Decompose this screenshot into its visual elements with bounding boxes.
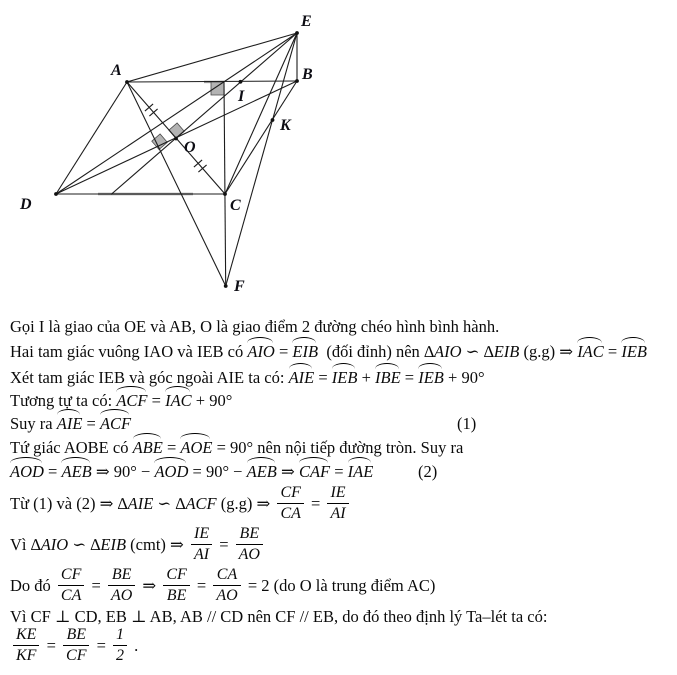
plain-text: Do đó: [10, 575, 55, 595]
text-line-11: [10, 606, 547, 628]
point-label-C: C: [230, 197, 241, 214]
fraction-denominator: AI: [193, 546, 210, 564]
angle-with-hat: ACF: [116, 391, 148, 410]
point-label-F: F: [234, 278, 245, 295]
angle-with-hat: IEB: [418, 368, 444, 387]
fraction: [108, 566, 135, 606]
fraction-denominator: AI: [330, 505, 346, 523]
plain-text: ⇒: [276, 462, 299, 481]
point-label-A: A: [111, 62, 122, 79]
plain-text: =: [215, 534, 233, 554]
plain-text: Từ (1) và (2) ⇒: [10, 493, 118, 513]
angle-with-hat: IAC: [165, 391, 192, 410]
point-label-I: I: [238, 88, 245, 105]
plain-text: =: [147, 391, 166, 410]
text-line-12: [10, 626, 138, 666]
fraction-numerator: BE: [63, 626, 89, 646]
plain-text: =: [400, 368, 419, 387]
angle-with-hat: AOD: [10, 462, 44, 481]
angle-with-hat: IAE: [347, 462, 374, 481]
plain-text: = 90° −: [188, 462, 247, 481]
plain-text: (cmt) ⇒: [126, 534, 188, 554]
text-line-7: [10, 461, 438, 483]
plain-text: =: [92, 635, 111, 655]
plain-text: =: [87, 575, 105, 595]
plain-text: Hai tam giác vuông IAO và IEB có: [10, 342, 248, 361]
fraction: [236, 525, 263, 565]
fraction: [63, 626, 89, 666]
plain-text: =: [274, 342, 293, 361]
fraction-numerator: KE: [13, 626, 39, 646]
fraction-numerator: CF: [277, 484, 303, 504]
plain-text: Suy ra: [10, 414, 57, 433]
point-label-D: D: [20, 196, 32, 213]
fraction: [13, 626, 39, 666]
plain-text: =: [192, 575, 211, 595]
math-expression: ∆AIE ∽ ∆ACF: [117, 493, 217, 513]
plain-text: =: [162, 438, 181, 457]
text-line-8: [10, 484, 352, 524]
angle-with-hat: ABE: [132, 438, 163, 457]
plain-text: (đối đỉnh) nên: [318, 342, 424, 361]
point-label-B: B: [302, 66, 313, 83]
fraction: [191, 525, 212, 565]
plain-text: Tương tự ta có:: [10, 391, 117, 410]
plain-text: =: [330, 462, 348, 481]
text-line-10: [10, 566, 435, 606]
fraction-numerator: 1: [113, 626, 127, 646]
plain-text: =: [82, 414, 100, 433]
angle-with-hat: ACF: [99, 414, 132, 433]
text-line-3: [10, 367, 485, 389]
plain-text: = 2 (do O là trung điểm AC): [243, 575, 436, 595]
fraction: [327, 484, 348, 524]
text-line-5: [10, 413, 477, 435]
fraction-denominator: CA: [280, 505, 301, 523]
math-expression: ∆AIO ∽ ∆EIB: [423, 342, 520, 361]
plain-text: Tứ giác AOBE có: [10, 438, 133, 457]
fraction-denominator: AO: [216, 587, 238, 605]
text-line-6: [10, 437, 463, 459]
plain-text: Vì: [10, 534, 31, 554]
fraction-numerator: IE: [327, 484, 348, 504]
fraction: [58, 566, 84, 606]
plain-text: =: [306, 493, 325, 513]
plain-text: Gọi I là giao của OE và AB, O là giao điểm 2 đường chéo hình bình hành.: [10, 317, 500, 336]
equation-number: (2): [418, 462, 438, 481]
angle-with-hat: EIB: [292, 342, 319, 361]
angle-with-hat: AOE: [180, 438, 213, 457]
plain-text: (g.g) ⇒: [216, 493, 275, 513]
plain-text: +: [357, 368, 376, 387]
fraction-denominator: AO: [110, 587, 133, 605]
plain-text: + 90°: [191, 391, 233, 410]
angle-with-hat: AOD: [154, 462, 189, 481]
fraction-denominator: BE: [166, 587, 187, 605]
math-expression: ∆AIO ∽ ∆EIB: [30, 534, 127, 554]
fraction-numerator: CF: [163, 566, 189, 586]
point-label-O: O: [184, 139, 196, 156]
angle-with-hat: AIE: [288, 368, 315, 387]
angle-with-hat: IAC: [577, 342, 604, 361]
fraction-numerator: BE: [108, 566, 135, 586]
angle-with-hat: AEB: [246, 462, 277, 481]
fraction-numerator: IE: [191, 525, 212, 545]
text-line-9: [10, 525, 266, 565]
fraction-numerator: CF: [58, 566, 84, 586]
fraction: [163, 566, 189, 606]
fraction: [213, 566, 240, 606]
fraction-numerator: CA: [213, 566, 240, 586]
plain-text: =: [314, 368, 332, 387]
fraction: [113, 626, 127, 666]
plain-text: .: [130, 635, 139, 655]
text-line-2: [10, 341, 647, 363]
plain-text: Xét tam giác IEB và góc ngoài AIE ta có:: [10, 368, 289, 387]
angle-with-hat: CAF: [298, 462, 331, 481]
angle-with-hat: IEB: [621, 342, 647, 361]
angle-with-hat: AIE: [56, 414, 83, 433]
plain-text: =: [603, 342, 622, 361]
point-label-E: E: [301, 13, 312, 30]
plain-text: (g.g) ⇒: [519, 342, 578, 361]
fraction-denominator: AO: [238, 546, 260, 564]
fraction-denominator: KF: [16, 647, 37, 665]
fraction-denominator: CA: [60, 587, 82, 605]
angle-with-hat: IBE: [375, 368, 401, 387]
fraction-denominator: CF: [66, 647, 87, 665]
plain-text: = 90° nên nội tiếp đường tròn. Suy ra: [212, 438, 464, 457]
plain-text: ⇒: [138, 575, 161, 595]
text-line-1: [10, 316, 499, 338]
angle-with-hat: AEB: [61, 462, 92, 481]
plain-text: =: [43, 462, 62, 481]
plain-text: + 90°: [443, 368, 485, 387]
plain-text: Vì CF ⊥ CD, EB ⊥ AB, AB // CD nên CF // EB, do đó theo định lý Ta–lét ta có:: [10, 607, 548, 626]
angle-with-hat: IEB: [331, 368, 358, 387]
angle-with-hat: AIO: [247, 342, 275, 361]
fraction-numerator: BE: [236, 525, 263, 545]
fraction: [277, 484, 303, 524]
point-label-K: K: [280, 117, 291, 134]
plain-text: ⇒ 90° −: [91, 462, 155, 481]
fraction-denominator: 2: [116, 647, 125, 665]
equation-number: (1): [457, 414, 477, 433]
plain-text: =: [42, 635, 61, 655]
